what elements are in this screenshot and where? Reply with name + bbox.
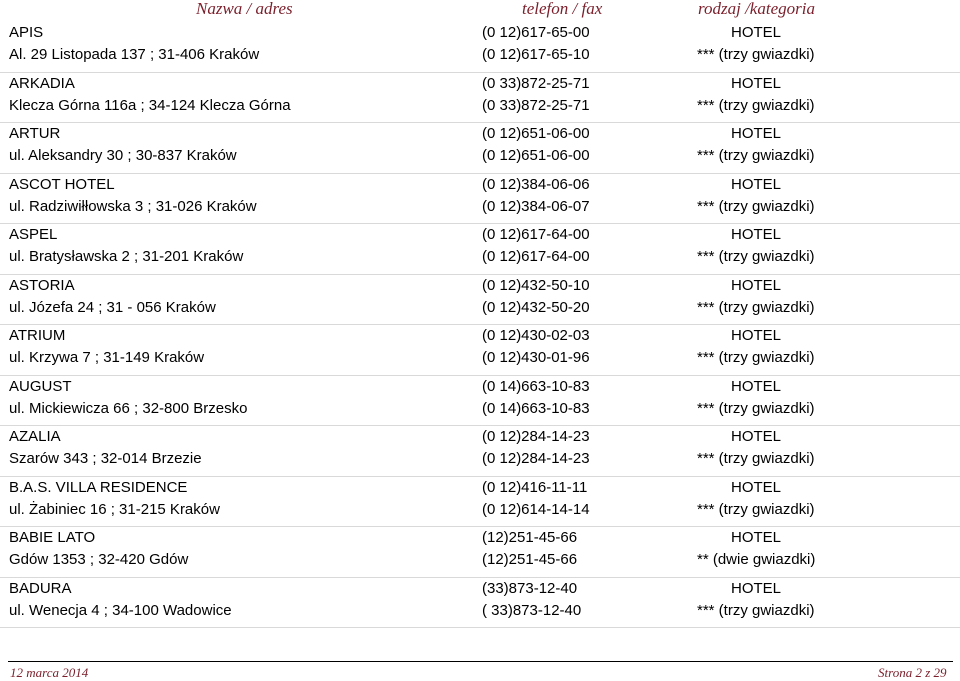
entry-phone: (0 33)872-25-71 [482,74,590,92]
entry-address: ul. Józefa 24 ; 31 - 056 Kraków [9,298,216,316]
entry-category: *** (trzy gwiazdki) [697,197,815,215]
entry-name: AZALIA [9,428,61,445]
entry-address: Gdów 1353 ; 32-420 Gdów [9,551,189,568]
entry-address: ul. Wenecja 4 ; 34-100 Wadowice [9,601,232,619]
entry-name: APIS [9,24,44,41]
entry-fax: (0 33)872-25-71 [482,96,590,114]
entry-type: HOTEL [731,125,782,142]
list-item [0,123,960,174]
entry-category: ** (dwie gwiazdki) [697,551,816,568]
entry-category: *** (trzy gwiazdki) [697,500,815,518]
entry-type: HOTEL [731,428,782,445]
entry-phone: (0 12)617-65-00 [482,24,590,41]
footer-divider [8,661,953,662]
list-item [0,325,960,376]
list-item [0,174,960,225]
column-header-phone-fax: telefon / fax [522,0,603,18]
column-header-type-category: rodzaj /kategoria [698,0,815,18]
list-item [0,22,960,73]
column-header-name-address: Nazwa / adres [196,0,293,18]
entry-phone: (0 12)651-06-00 [482,125,590,142]
entry-fax: (0 12)432-50-20 [482,298,590,316]
entry-type: HOTEL [731,24,782,41]
entry-type: HOTEL [731,175,782,193]
entry-category: *** (trzy gwiazdki) [697,248,815,265]
entry-category: *** (trzy gwiazdki) [697,450,815,467]
list-item [0,376,960,427]
entry-fax: (12)251-45-66 [482,551,578,568]
footer-date: 12 marca 2014 [10,665,89,680]
entry-name: ARTUR [9,125,61,142]
entry-name: ASTORIA [9,276,75,294]
entry-phone: (0 12)430-02-03 [482,327,590,344]
entry-category: *** (trzy gwiazdki) [697,601,815,619]
list-item [0,426,960,477]
footer-page-number: Strona 2 z 29 [878,665,947,680]
entry-phone: (0 12)432-50-10 [482,276,590,294]
entry-name: B.A.S. VILLA RESIDENCE [9,478,188,496]
list-item [0,224,960,275]
entry-fax: (0 12)284-14-23 [482,450,590,467]
entry-category: *** (trzy gwiazdki) [697,349,815,366]
entry-phone: (0 12)617-64-00 [482,226,590,243]
entry-address: ul. Krzywa 7 ; 31-149 Kraków [9,349,205,366]
entry-address: ul. Radziwiłłowska 3 ; 31-026 Kraków [9,197,257,215]
entry-phone: (0 14)663-10-83 [482,377,590,395]
entry-category: *** (trzy gwiazdki) [697,147,815,164]
entry-fax: (0 12)651-06-00 [482,147,590,164]
table-header [0,0,960,20]
entry-address: ul. Żabiniec 16 ; 31-215 Kraków [9,500,220,518]
entry-address: Klecza Górna 116a ; 34-124 Klecza Górna [9,96,291,114]
entry-fax: (0 12)384-06-07 [482,197,590,215]
entry-address: ul. Bratysławska 2 ; 31-201 Kraków [9,248,244,265]
entry-category: *** (trzy gwiazdki) [697,96,815,114]
entry-fax: (0 12)430-01-96 [482,349,590,366]
list-item [0,477,960,528]
entry-type: HOTEL [731,478,782,496]
entry-fax: (0 12)614-14-14 [482,500,590,518]
entry-phone: (0 12)384-06-06 [482,175,590,193]
entry-name: ATRIUM [9,327,66,344]
entry-phone: (12)251-45-66 [482,529,578,546]
entry-phone: (0 12)416-11-11 [482,478,588,496]
entry-phone: (33)873-12-40 [482,579,578,597]
entry-name: ASPEL [9,226,58,243]
entry-address: ul. Mickiewicza 66 ; 32-800 Brzesko [9,399,248,417]
entry-address: ul. Aleksandry 30 ; 30-837 Kraków [9,147,237,164]
entry-fax: ( 33)873-12-40 [482,601,582,619]
entry-category: *** (trzy gwiazdki) [697,298,815,316]
entry-type: HOTEL [731,327,782,344]
entry-fax: (0 12)617-64-00 [482,248,590,265]
entry-fax: (0 12)617-65-10 [482,46,590,63]
entry-type: HOTEL [731,276,782,294]
entry-type: HOTEL [731,377,782,395]
list-item [0,527,960,578]
entry-phone: (0 12)284-14-23 [482,428,590,445]
entry-name: BABIE LATO [9,529,96,546]
entry-fax: (0 14)663-10-83 [482,399,590,417]
entry-type: HOTEL [731,226,782,243]
list-item [0,73,960,124]
entry-type: HOTEL [731,579,782,597]
entry-category: *** (trzy gwiazdki) [697,399,815,417]
list-item [0,275,960,326]
hotel-list [0,22,960,628]
list-item [0,578,960,629]
entry-name: BADURA [9,579,72,597]
entry-address: Al. 29 Listopada 137 ; 31-406 Kraków [9,46,260,63]
entry-address: Szarów 343 ; 32-014 Brzezie [9,450,202,467]
entry-name: ARKADIA [9,74,75,92]
entry-category: *** (trzy gwiazdki) [697,46,815,63]
entry-type: HOTEL [731,74,782,92]
entry-type: HOTEL [731,529,782,546]
entry-name: ASCOT HOTEL [9,175,115,193]
entry-name: AUGUST [9,377,72,395]
